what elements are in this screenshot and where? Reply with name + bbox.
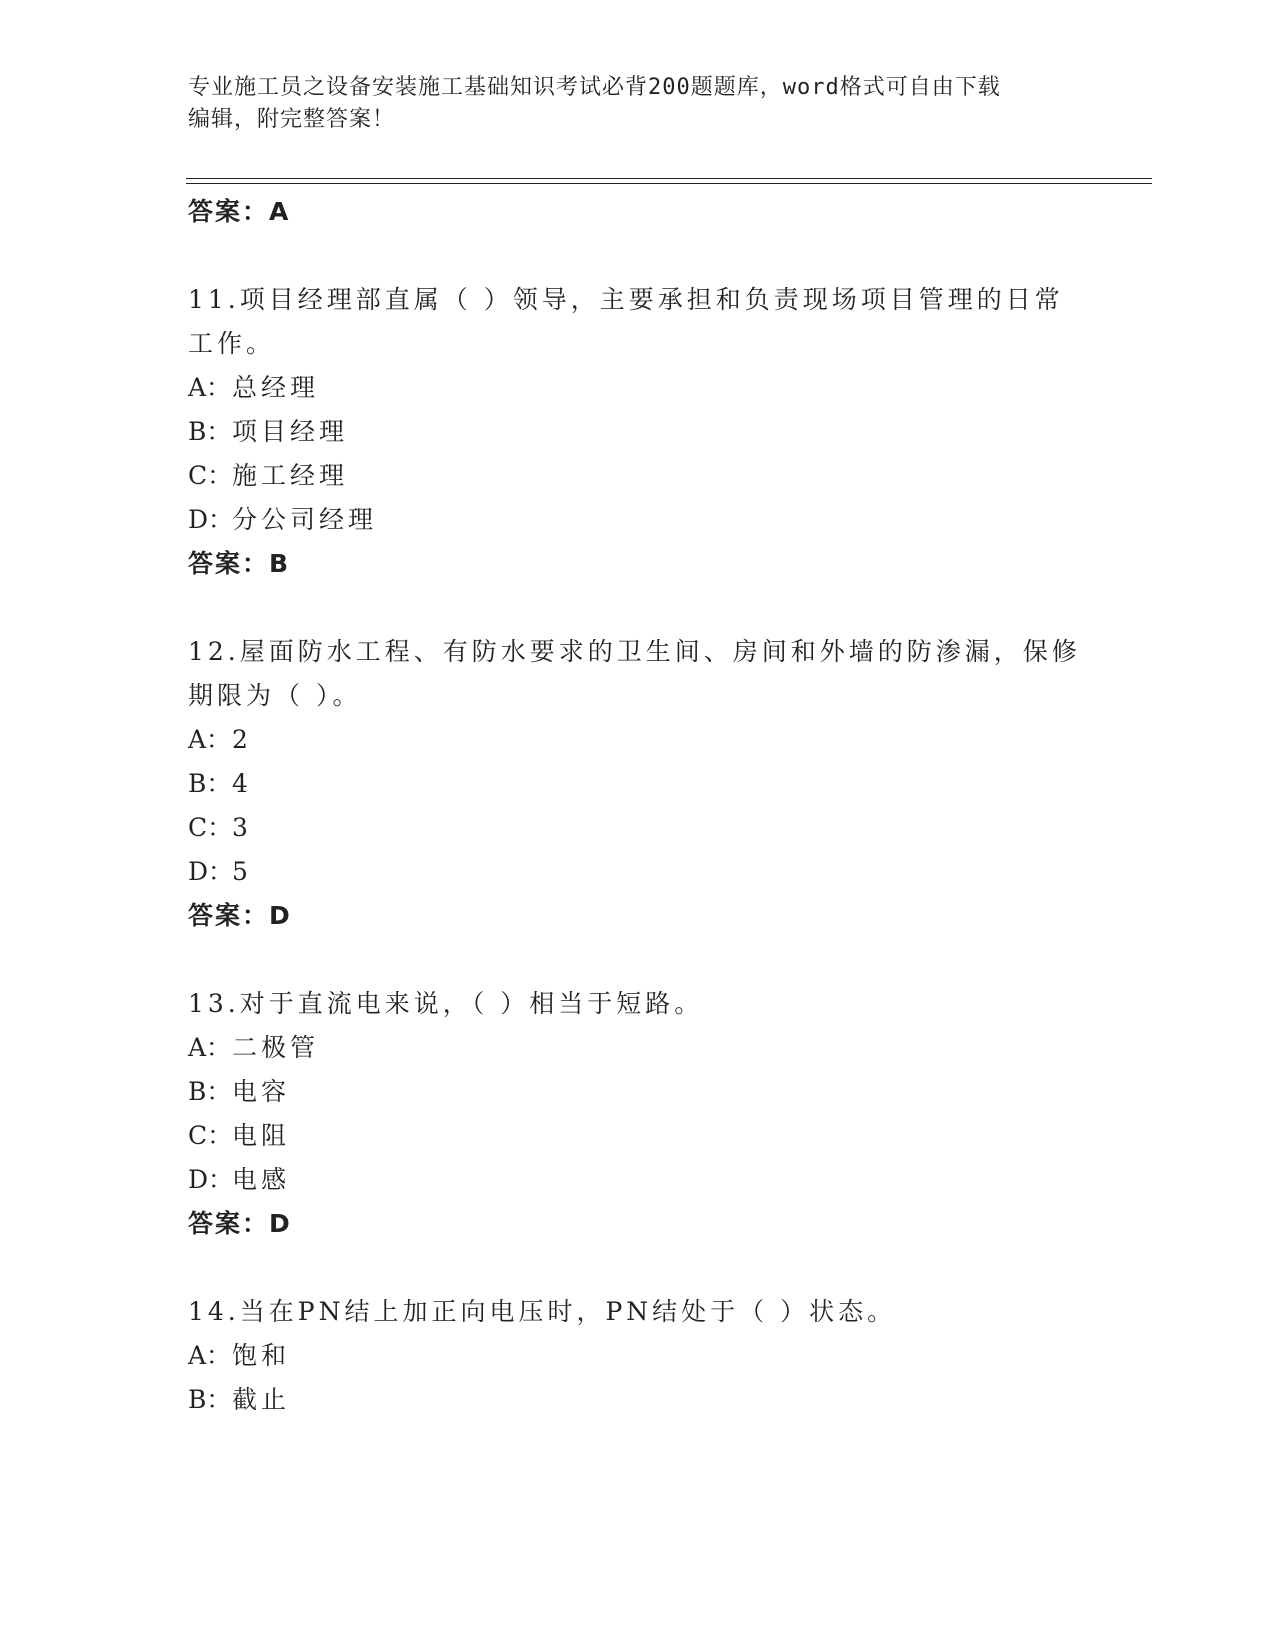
question-12-option-a — [188, 720, 252, 756]
option-text: 电感 — [232, 1165, 291, 1194]
option-key: C： — [188, 461, 233, 490]
question-11-option-b — [188, 412, 348, 448]
question-13-option-a — [188, 1028, 319, 1064]
option-text: 项目经理 — [232, 417, 349, 446]
option-text: 4 — [232, 769, 252, 798]
option-text: 电容 — [232, 1077, 291, 1106]
option-key: A： — [188, 1033, 232, 1062]
header-divider-top — [186, 178, 1152, 179]
question-11-answer: 答案：B — [188, 549, 291, 578]
option-text: 分公司经理 — [232, 505, 378, 534]
document-header — [188, 72, 1088, 136]
question-14-stem-line-1: 14.当在PN结上加正向电压时，PN结处于（ ）状态。 — [188, 1297, 897, 1326]
question-13-option-d — [188, 1160, 290, 1196]
option-text: 截止 — [232, 1385, 291, 1414]
option-key: C： — [188, 813, 233, 842]
question-11-stem-line-1: 11.项目经理部直属（ ）领导，主要承担和负责现场项目管理的日常 — [188, 285, 1064, 314]
question-13-option-b — [188, 1072, 290, 1108]
question-12-option-b — [188, 764, 252, 800]
option-text: 总经理 — [232, 373, 320, 402]
header-line-1: 专业施工员之设备安装施工基础知识考试必背200题题库，word格式可自由下载 — [188, 75, 1001, 100]
option-key: D： — [188, 505, 234, 534]
question-14-option-a — [188, 1336, 290, 1372]
question-12-option-c — [188, 808, 252, 844]
option-text: 5 — [232, 857, 252, 886]
previous-answer: 答案：A — [188, 197, 291, 226]
question-12-answer: 答案：D — [188, 901, 292, 930]
option-text: 电阻 — [232, 1121, 291, 1150]
question-11-option-d — [188, 500, 377, 536]
option-key: B： — [188, 1385, 232, 1414]
option-key: A： — [188, 725, 232, 754]
option-key: A： — [188, 1341, 232, 1370]
option-key: D： — [188, 1165, 234, 1194]
option-key: A： — [188, 373, 232, 402]
question-13-stem-line-1: 13.对于直流电来说，（ ）相当于短路。 — [188, 989, 704, 1018]
option-text: 2 — [232, 725, 252, 754]
header-line-2: 编辑，附完整答案！ — [188, 107, 396, 132]
question-11-stem-line-2: 工作。 — [188, 329, 276, 358]
option-key: C： — [188, 1121, 233, 1150]
option-text: 3 — [232, 813, 252, 842]
question-14-option-b — [188, 1380, 290, 1416]
header-divider-bottom — [186, 183, 1152, 184]
question-12-option-d — [188, 852, 252, 888]
question-13-option-c — [188, 1116, 290, 1152]
question-11-option-c — [188, 456, 348, 492]
option-text: 二极管 — [232, 1033, 320, 1062]
option-key: B： — [188, 417, 232, 446]
option-key: B： — [188, 1077, 232, 1106]
question-13-answer: 答案：D — [188, 1209, 292, 1238]
option-text: 施工经理 — [232, 461, 349, 490]
question-12-stem-line-2: 期限为（ ）。 — [188, 681, 362, 710]
question-11-option-a — [188, 368, 319, 404]
option-text: 饱和 — [232, 1341, 291, 1370]
question-12-stem-line-1: 12.屋面防水工程、有防水要求的卫生间、房间和外墙的防渗漏，保修 — [188, 637, 1081, 666]
option-key: D： — [188, 857, 234, 886]
option-key: B： — [188, 769, 232, 798]
